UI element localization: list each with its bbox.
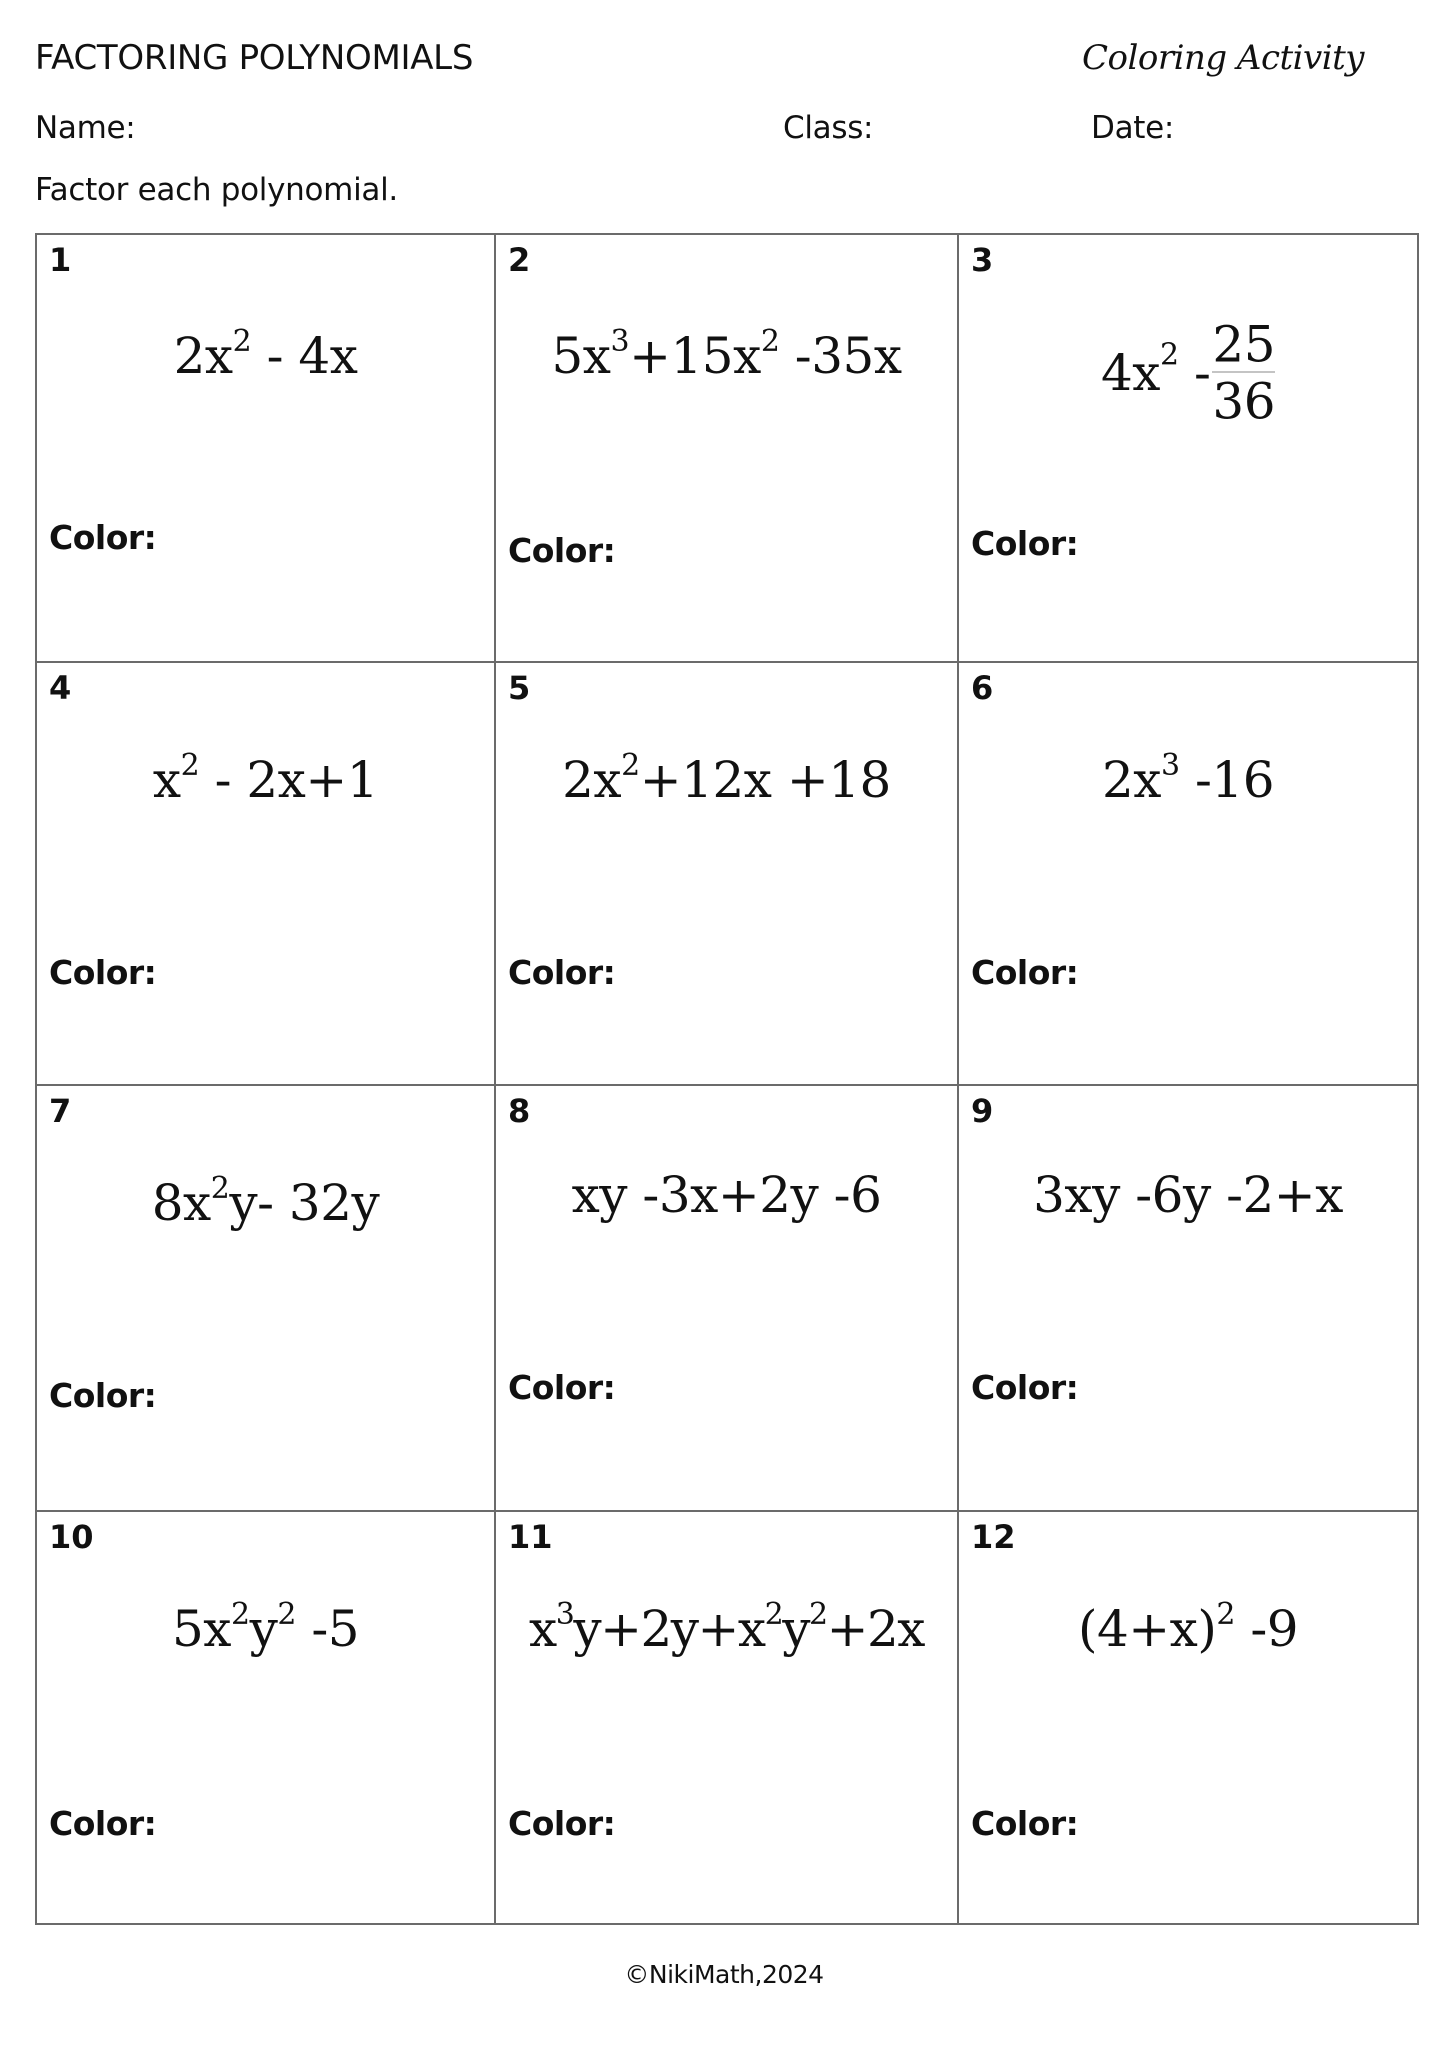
color-label: Color: — [971, 524, 1079, 563]
color-label: Color: — [971, 953, 1079, 992]
problem-number: 11 — [508, 1518, 553, 1556]
problem-number: 2 — [508, 241, 531, 279]
problem-expression: $5x^3+15x^2$ -35x — [551, 324, 902, 385]
problem-expression: $x^3y+2y+x^2y^2+2x$ — [529, 1597, 924, 1658]
problem-expression: 3xy -6y -2+x — [1033, 1166, 1343, 1224]
color-label: Color: — [49, 518, 157, 557]
problem-cell-8 — [496, 1086, 959, 1512]
problem-cell-1 — [37, 235, 496, 663]
problem-number: 9 — [971, 1092, 994, 1130]
problem-number: 7 — [49, 1092, 72, 1130]
problem-cell-6 — [959, 663, 1417, 1086]
color-label: Color: — [508, 953, 616, 992]
worksheet-title: FACTORING POLYNOMIALS — [35, 38, 474, 78]
problem-number: 10 — [49, 1518, 94, 1556]
problem-expression: $x^2 - 2x+1$ — [152, 748, 379, 809]
problem-expression: $5x^2y^2$ -5 — [171, 1597, 360, 1658]
problem-number: 3 — [971, 241, 994, 279]
problem-cell-10 — [37, 1512, 496, 1923]
fraction: $\frac{25}{36}$ — [1212, 315, 1276, 431]
color-label: Color: — [508, 1368, 616, 1407]
problem-number: 5 — [508, 669, 531, 707]
problem-expression: $2x^2+12x +18$ — [562, 748, 891, 809]
problem-cell-9 — [959, 1086, 1417, 1512]
problem-cell-7 — [37, 1086, 496, 1512]
problem-cell-2 — [496, 235, 959, 663]
color-label: Color: — [49, 1804, 157, 1843]
problem-cell-11 — [496, 1512, 959, 1923]
copyright-footer: ©NikiMath,2024 — [624, 1960, 824, 1989]
problem-number: 8 — [508, 1092, 531, 1130]
color-label: Color: — [508, 531, 616, 570]
name-field-label: Name: — [35, 110, 136, 146]
problem-cell-12 — [959, 1512, 1417, 1923]
activity-label: Coloring Activity — [1082, 38, 1365, 78]
problem-number: 1 — [49, 241, 72, 279]
color-label: Color: — [508, 1804, 616, 1843]
problem-number: 6 — [971, 669, 994, 707]
color-label: Color: — [49, 953, 157, 992]
class-field-label: Class: — [783, 110, 874, 146]
problem-expression: $2x^3$ -16 — [1101, 748, 1275, 809]
problem-number: 12 — [971, 1518, 1016, 1556]
problem-cell-5 — [496, 663, 959, 1086]
date-field-label: Date: — [1091, 110, 1175, 146]
problem-cell-3 — [959, 235, 1417, 663]
color-label: Color: — [49, 1376, 157, 1415]
color-label: Color: — [971, 1368, 1079, 1407]
problem-expression: $(4+x)^2$ -9 — [1077, 1597, 1299, 1658]
problem-expression: $8x^2y-$ 32y — [151, 1171, 380, 1232]
problem-expression: $2x^2 - 4x$ — [173, 324, 358, 385]
color-label: Color: — [971, 1804, 1079, 1843]
problem-cell-4 — [37, 663, 496, 1086]
instructions: Factor each polynomial. — [35, 172, 398, 208]
problem-expression: $4x^2$ - $\frac{25}{36}$ — [1100, 315, 1276, 431]
problem-grid — [35, 233, 1419, 1925]
problem-expression: xy -3x+2y -6 — [571, 1166, 882, 1224]
problem-number: 4 — [49, 669, 72, 707]
